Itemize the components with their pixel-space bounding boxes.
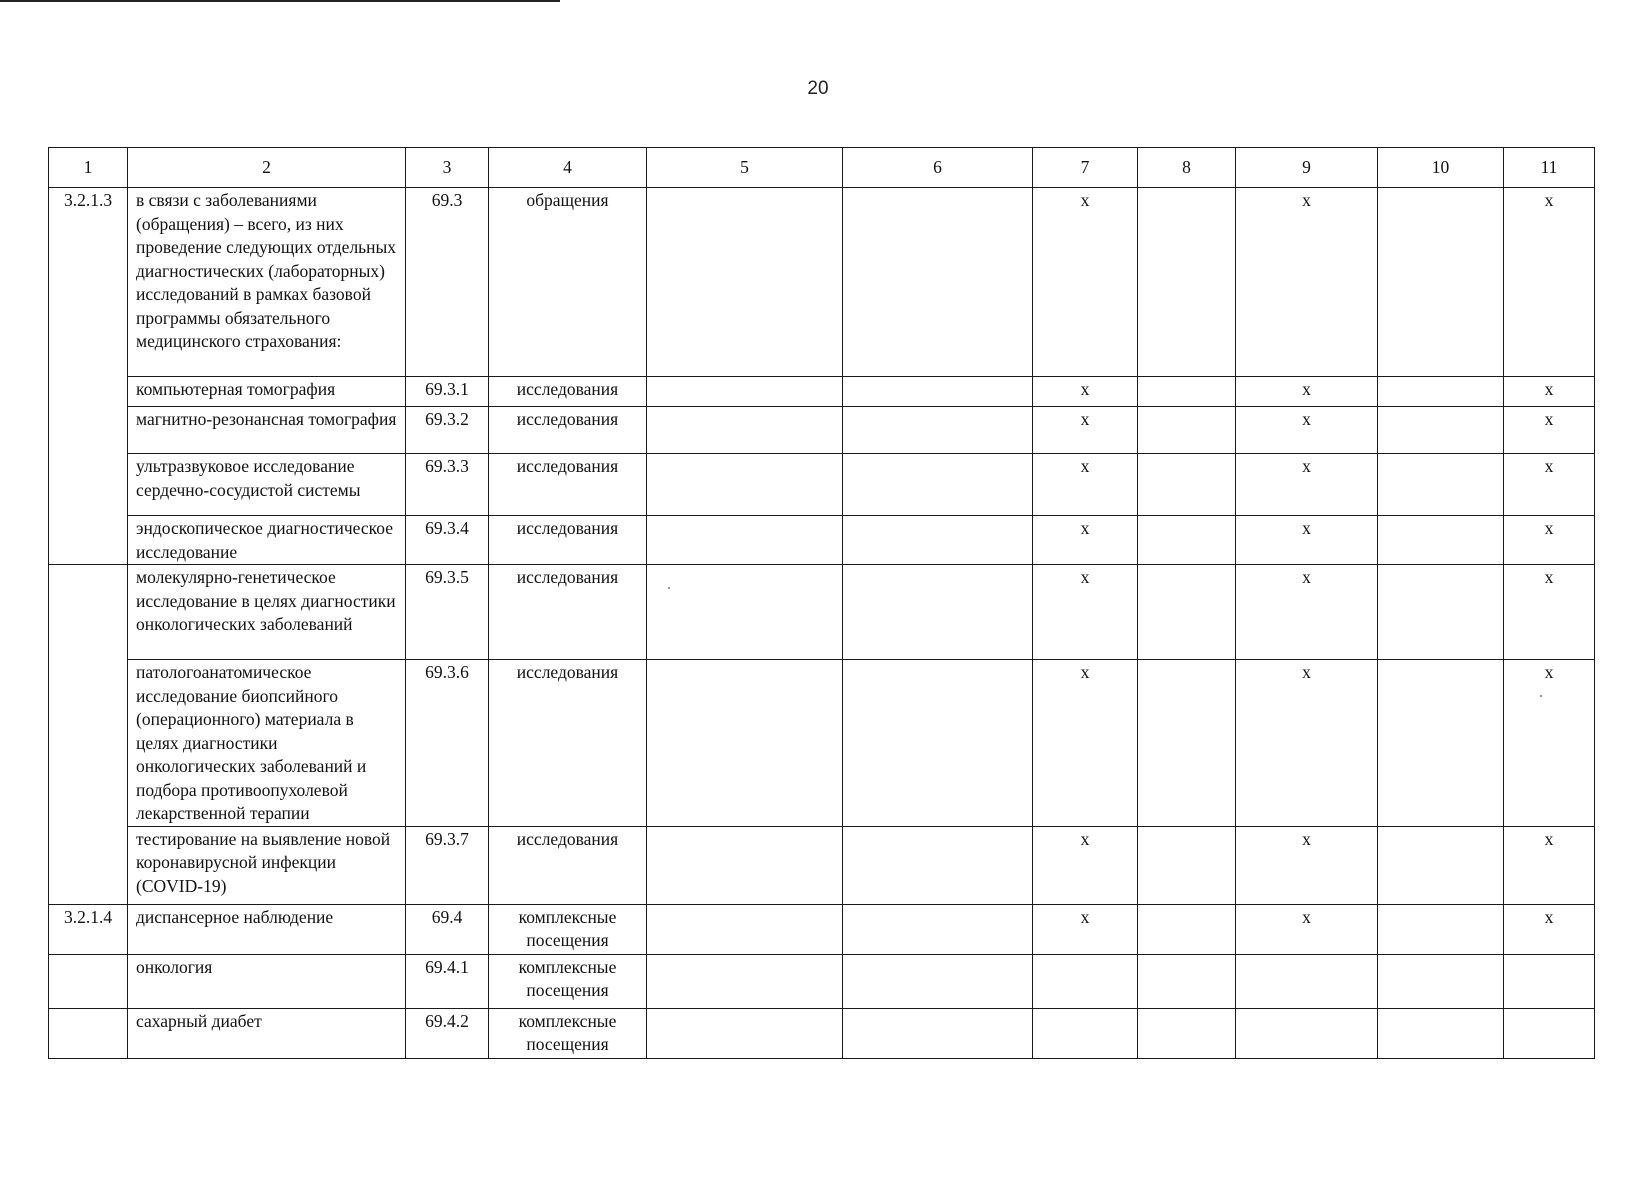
column-header: 5 (647, 148, 843, 188)
cell-col9: х (1236, 660, 1378, 827)
cell-col6 (843, 188, 1033, 377)
cell-col9: х (1236, 904, 1378, 954)
cell-col11: х (1504, 377, 1595, 407)
row-code: 69.4.2 (406, 1008, 489, 1058)
cell-col11: х (1504, 407, 1595, 454)
cell-col9: х (1236, 188, 1378, 377)
cell-col5 (647, 565, 843, 660)
row-unit: исследования (489, 660, 647, 827)
cell-col5 (647, 954, 843, 1008)
data-table (48, 147, 1595, 1059)
cell-col8 (1138, 660, 1236, 827)
cell-col8 (1138, 1008, 1236, 1058)
cell-col7 (1033, 1008, 1138, 1058)
cell-col6 (843, 826, 1033, 904)
cell-col10 (1378, 660, 1504, 827)
row-name: сахарный диабет (128, 1008, 406, 1058)
cell-col8 (1138, 377, 1236, 407)
column-header: 7 (1033, 148, 1138, 188)
row-code: 69.3.3 (406, 454, 489, 516)
column-header: 4 (489, 148, 647, 188)
row-code: 69.4 (406, 904, 489, 954)
cell-col5 (647, 407, 843, 454)
cell-col5 (647, 516, 843, 565)
column-header: 9 (1236, 148, 1378, 188)
row-name: диспансерное наблюдение (128, 904, 406, 954)
row-unit: обращения (489, 188, 647, 377)
cell-col6 (843, 377, 1033, 407)
cell-col11: х (1504, 516, 1595, 565)
row-unit: исследования (489, 377, 647, 407)
table-row (49, 1008, 1595, 1058)
cell-col6 (843, 565, 1033, 660)
cell-col8 (1138, 516, 1236, 565)
cell-col7: х (1033, 826, 1138, 904)
row-name: патологоанатомическое исследование биопсийного (операционного) материала в целях диагностики онкологических заболеваний и подбора противоопухолевой лекарственной терапии (128, 660, 406, 827)
cell-col5 (647, 826, 843, 904)
cell-col7 (1033, 954, 1138, 1008)
column-header: 10 (1378, 148, 1504, 188)
column-header: 6 (843, 148, 1033, 188)
cell-col10 (1378, 1008, 1504, 1058)
section-number (49, 565, 128, 660)
row-code: 69.3.7 (406, 826, 489, 904)
cell-col8 (1138, 188, 1236, 377)
row-unit: исследования (489, 826, 647, 904)
section-number (49, 660, 128, 827)
table-row (49, 660, 1595, 827)
cell-col7: х (1033, 454, 1138, 516)
cell-col7: х (1033, 660, 1138, 827)
page-number: 20 (807, 78, 829, 99)
column-header: 1 (49, 148, 128, 188)
column-header: 2 (128, 148, 406, 188)
section-number (49, 1008, 128, 1058)
top-scan-rule (0, 0, 560, 2)
section-number: 3.2.1.3 (49, 188, 128, 377)
row-unit: комплексные посещения (489, 1008, 647, 1058)
cell-col7: х (1033, 904, 1138, 954)
cell-col11: х (1504, 660, 1595, 827)
cell-col10 (1378, 188, 1504, 377)
row-code: 69.3.1 (406, 377, 489, 407)
table-row (49, 377, 1595, 407)
row-name: молекулярно-генетическое исследование в целях диагностики онкологических заболеваний (128, 565, 406, 660)
section-number (49, 454, 128, 516)
cell-col10 (1378, 826, 1504, 904)
cell-col8 (1138, 904, 1236, 954)
cell-col5 (647, 377, 843, 407)
cell-col7: х (1033, 516, 1138, 565)
cell-col5 (647, 454, 843, 516)
cell-col6 (843, 454, 1033, 516)
table-row (49, 407, 1595, 454)
cell-col9 (1236, 1008, 1378, 1058)
row-name: тестирование на выявление новой коронавирусной инфекции (COVID-19) (128, 826, 406, 904)
row-code: 69.3.2 (406, 407, 489, 454)
cell-col9: х (1236, 826, 1378, 904)
cell-col6 (843, 407, 1033, 454)
row-unit: исследования (489, 516, 647, 565)
row-unit: комплексные посещения (489, 954, 647, 1008)
cell-col10 (1378, 954, 1504, 1008)
section-number (49, 407, 128, 454)
cell-col6 (843, 954, 1033, 1008)
cell-col8 (1138, 826, 1236, 904)
table-row (49, 454, 1595, 516)
cell-col7: х (1033, 377, 1138, 407)
column-header: 8 (1138, 148, 1236, 188)
section-number: 3.2.1.4 (49, 904, 128, 954)
cell-col11 (1504, 1008, 1595, 1058)
table-row (49, 954, 1595, 1008)
row-name: эндоскопическое диагностическое исследование (128, 516, 406, 565)
table-row (49, 516, 1595, 565)
row-unit: исследования (489, 454, 647, 516)
cell-col9: х (1236, 565, 1378, 660)
cell-col9 (1236, 954, 1378, 1008)
row-code: 69.3.4 (406, 516, 489, 565)
cell-col8 (1138, 454, 1236, 516)
cell-col7: х (1033, 565, 1138, 660)
section-number (49, 377, 128, 407)
row-unit: исследования (489, 565, 647, 660)
cell-col5 (647, 904, 843, 954)
row-unit: комплексные посещения (489, 904, 647, 954)
cell-col11: х (1504, 565, 1595, 660)
table-row (49, 904, 1595, 954)
scan-speck (668, 587, 670, 589)
row-code: 69.3.6 (406, 660, 489, 827)
table-row (49, 826, 1595, 904)
cell-col8 (1138, 407, 1236, 454)
cell-col7: х (1033, 407, 1138, 454)
cell-col11: х (1504, 826, 1595, 904)
cell-col8 (1138, 565, 1236, 660)
row-name: ультразвуковое исследование сердечно-сосудистой системы (128, 454, 406, 516)
row-code: 69.3 (406, 188, 489, 377)
cell-col11: х (1504, 188, 1595, 377)
row-name: онкология (128, 954, 406, 1008)
cell-col5 (647, 660, 843, 827)
cell-col10 (1378, 377, 1504, 407)
cell-col5 (647, 1008, 843, 1058)
cell-col11: х (1504, 454, 1595, 516)
cell-col6 (843, 660, 1033, 827)
cell-col9: х (1236, 407, 1378, 454)
cell-col10 (1378, 904, 1504, 954)
cell-col5 (647, 188, 843, 377)
scan-speck (1540, 695, 1542, 697)
header-row (49, 148, 1595, 188)
cell-col11: х (1504, 904, 1595, 954)
cell-col10 (1378, 407, 1504, 454)
cell-col6 (843, 516, 1033, 565)
column-header: 11 (1504, 148, 1595, 188)
cell-col6 (843, 904, 1033, 954)
cell-col10 (1378, 454, 1504, 516)
cell-col8 (1138, 954, 1236, 1008)
cell-col9: х (1236, 377, 1378, 407)
cell-col10 (1378, 516, 1504, 565)
row-code: 69.3.5 (406, 565, 489, 660)
cell-col10 (1378, 565, 1504, 660)
cell-col7: х (1033, 188, 1138, 377)
row-name: магнитно-резонансная томография (128, 407, 406, 454)
row-unit: исследования (489, 407, 647, 454)
row-name: в связи с заболеваниями (обращения) – всего, из них проведение следующих отдельных диагностических (лабораторных) исследований в рамках базовой программы обязательного медицинского страхования: (128, 188, 406, 377)
cell-col6 (843, 1008, 1033, 1058)
cell-col9: х (1236, 516, 1378, 565)
section-number (49, 826, 128, 904)
row-name: компьютерная томография (128, 377, 406, 407)
section-number (49, 954, 128, 1008)
table-row (49, 565, 1595, 660)
table-row (49, 188, 1595, 377)
section-number (49, 516, 128, 565)
row-code: 69.4.1 (406, 954, 489, 1008)
cell-col9: х (1236, 454, 1378, 516)
cell-col11 (1504, 954, 1595, 1008)
column-header: 3 (406, 148, 489, 188)
